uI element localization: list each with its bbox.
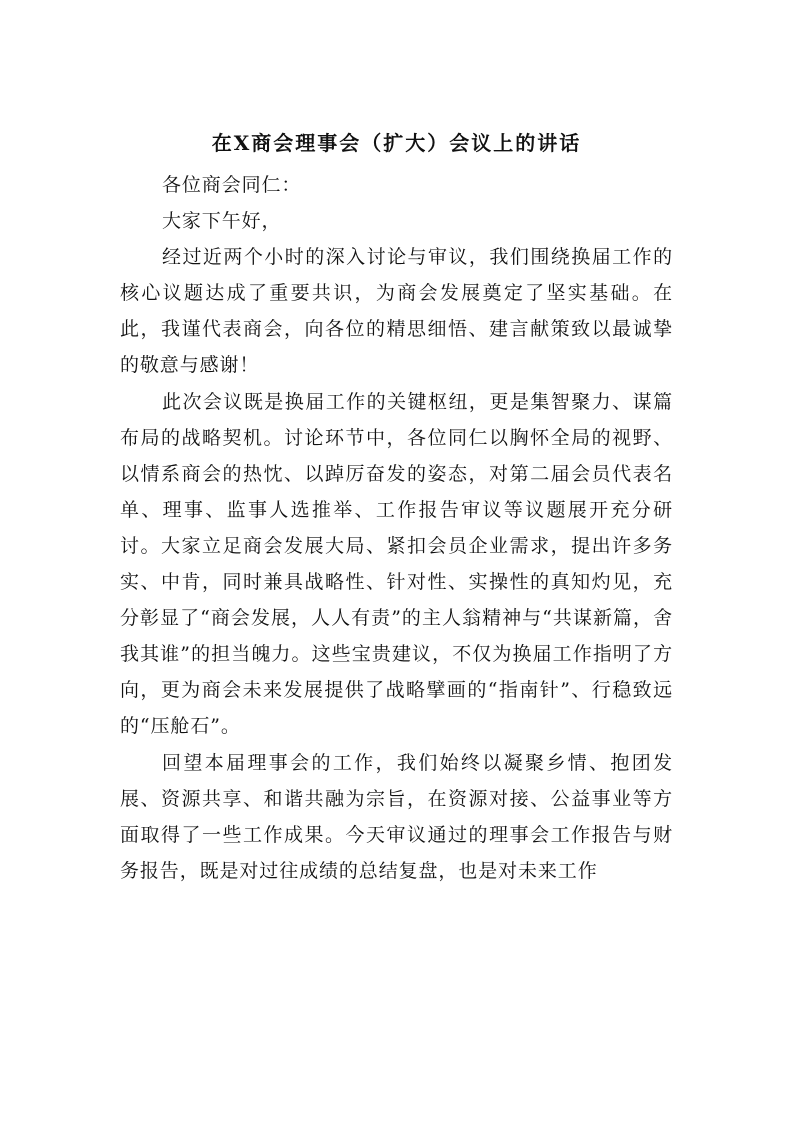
paragraph-1: 经过近两个小时的深入讨论与审议，我们围绕换届工作的核心议题达成了重要共识，为商会发展奠定了坚实基础。在此，我谨代表商会，向各位的精思细悟、建言献策致以最诚挚的敬意与感谢！ (120, 246, 673, 377)
paragraph-3: 回望本届理事会的工作，我们始终以凝聚乡情、抱团发展、资源共享、和谐共融为宗旨，在资源对接、公益事业等方面取得了一些工作成果。今天审议通过的理事会工作报告与财务报告，既是对过往成绩的总结复盘，也是对未来工作 (120, 751, 673, 882)
speech-body (120, 167, 673, 889)
paragraph-2: 此次会议既是换届工作的关键枢纽，更是集智聚力、谋篇布局的战略契机。讨论环节中，各位同仁以胸怀全局的视野、以情系商会的热忱、以踔厉奋发的姿态，对第二届会员代表名单、理事、监事人选推举、工作报告审议等议题展开充分研讨。大家立足商会发展大局、紧扣会员企业需求，提出许多务实、中肯，同时兼具战略性、针对性、实操性的真知灼见，充分彰显了“商会发展，人人有责”的主人翁精神与“共谋新篇，舍我其谁”的担当魄力。这些宝贵建议，不仅为换届工作指明了方向，更为商会未来发展提供了战略擘画的“指南针”、行稳致远的“压舱石”。 (120, 390, 673, 738)
greeting: 大家下午好， (162, 210, 282, 233)
speech-title: 在X商会理事会（扩大）会议上的讲话 (211, 131, 582, 155)
salutation: 各位商会同仁： (162, 174, 302, 196)
